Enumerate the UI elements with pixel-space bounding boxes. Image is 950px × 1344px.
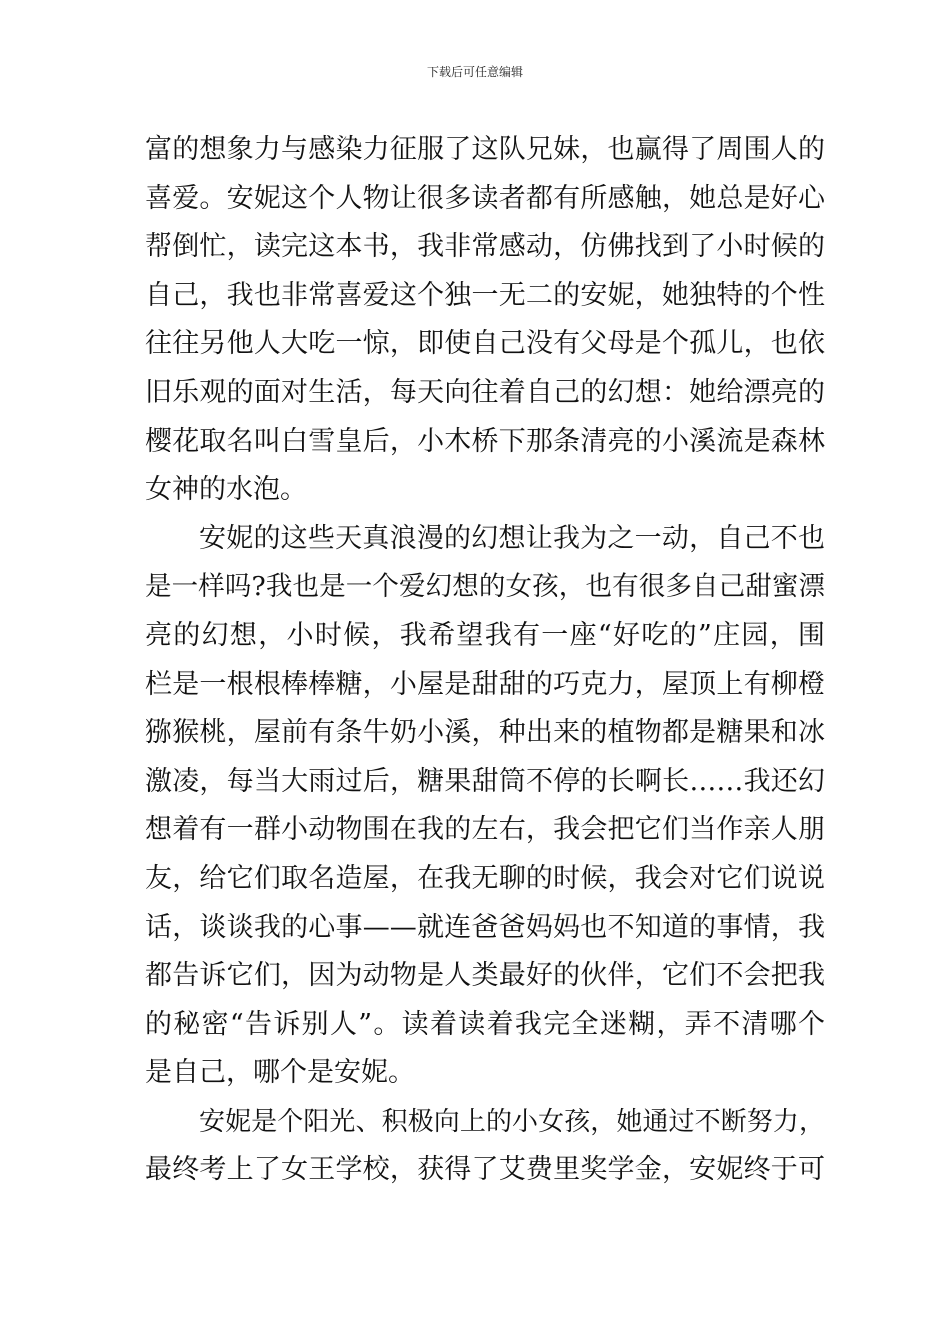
- text-line: 自己，我也非常喜爱这个独一无二的安妮，她独特的个性: [145, 279, 825, 311]
- text-line: 是一样吗?我也是一个爱幻想的女孩，也有很多自己甜蜜漂: [145, 571, 825, 603]
- text-line: 激凌，每当大雨过后，糖果甜筒不停的长啊长……我还幻: [145, 765, 825, 797]
- text-line: 猕猴桃，屋前有条牛奶小溪，种出来的植物都是糖果和冰: [145, 717, 825, 749]
- text-line: 栏是一根根棒棒糖，小屋是甜甜的巧克力，屋顶上有柳橙: [145, 668, 825, 700]
- page-header: 下载后可任意编辑: [426, 65, 523, 79]
- text-line: 往往另他人大吃一惊，即使自己没有父母是个孤儿，也依: [145, 328, 825, 360]
- text-line: 帮倒忙，读完这本书，我非常感动，仿佛找到了小时候的: [145, 231, 825, 263]
- text-line: 都告诉它们，因为动物是人类最好的伙伴，它们不会把我: [145, 960, 825, 992]
- text-line: 喜爱。安妮这个人物让很多读者都有所感触，她总是好心: [145, 182, 825, 214]
- text-line: 女神的水泡。: [145, 474, 307, 506]
- text-line: 亮的幻想，小时候，我希望我有一座“好吃的”庄园，围: [145, 619, 825, 651]
- document-body: [145, 126, 825, 1195]
- text-line: 安妮是个阳光、积极向上的小女孩，她通过不断努力，: [199, 1106, 825, 1137]
- text-line: 安妮的这些天真浪漫的幻想让我为之一动，自己不也: [199, 522, 825, 554]
- text-line: 是自己，哪个是安妮。: [145, 1057, 415, 1089]
- text-line: 最终考上了女王学校，获得了艾费里奖学金，安妮终于可: [145, 1154, 825, 1186]
- text-line: 富的想象力与感染力征服了这队兄妹，也赢得了周围人的: [145, 134, 825, 165]
- text-line: 旧乐观的面对生活，每天向往着自己的幻想：她给漂亮的: [145, 376, 825, 408]
- text-line: 话，谈谈我的心事——就连爸爸妈妈也不知道的事情，我: [145, 911, 825, 943]
- text-line: 的秘密“告诉别人”。读着读着我完全迷糊，弄不清哪个: [145, 1008, 825, 1040]
- text-line: 想着有一群小动物围在我的左右，我会把它们当作亲人朋: [145, 814, 825, 846]
- text-line: 樱花取名叫白雪皇后，小木桥下那条清亮的小溪流是森林: [145, 425, 825, 457]
- text-line: 友，给它们取名造屋，在我无聊的时候，我会对它们说说: [145, 862, 825, 894]
